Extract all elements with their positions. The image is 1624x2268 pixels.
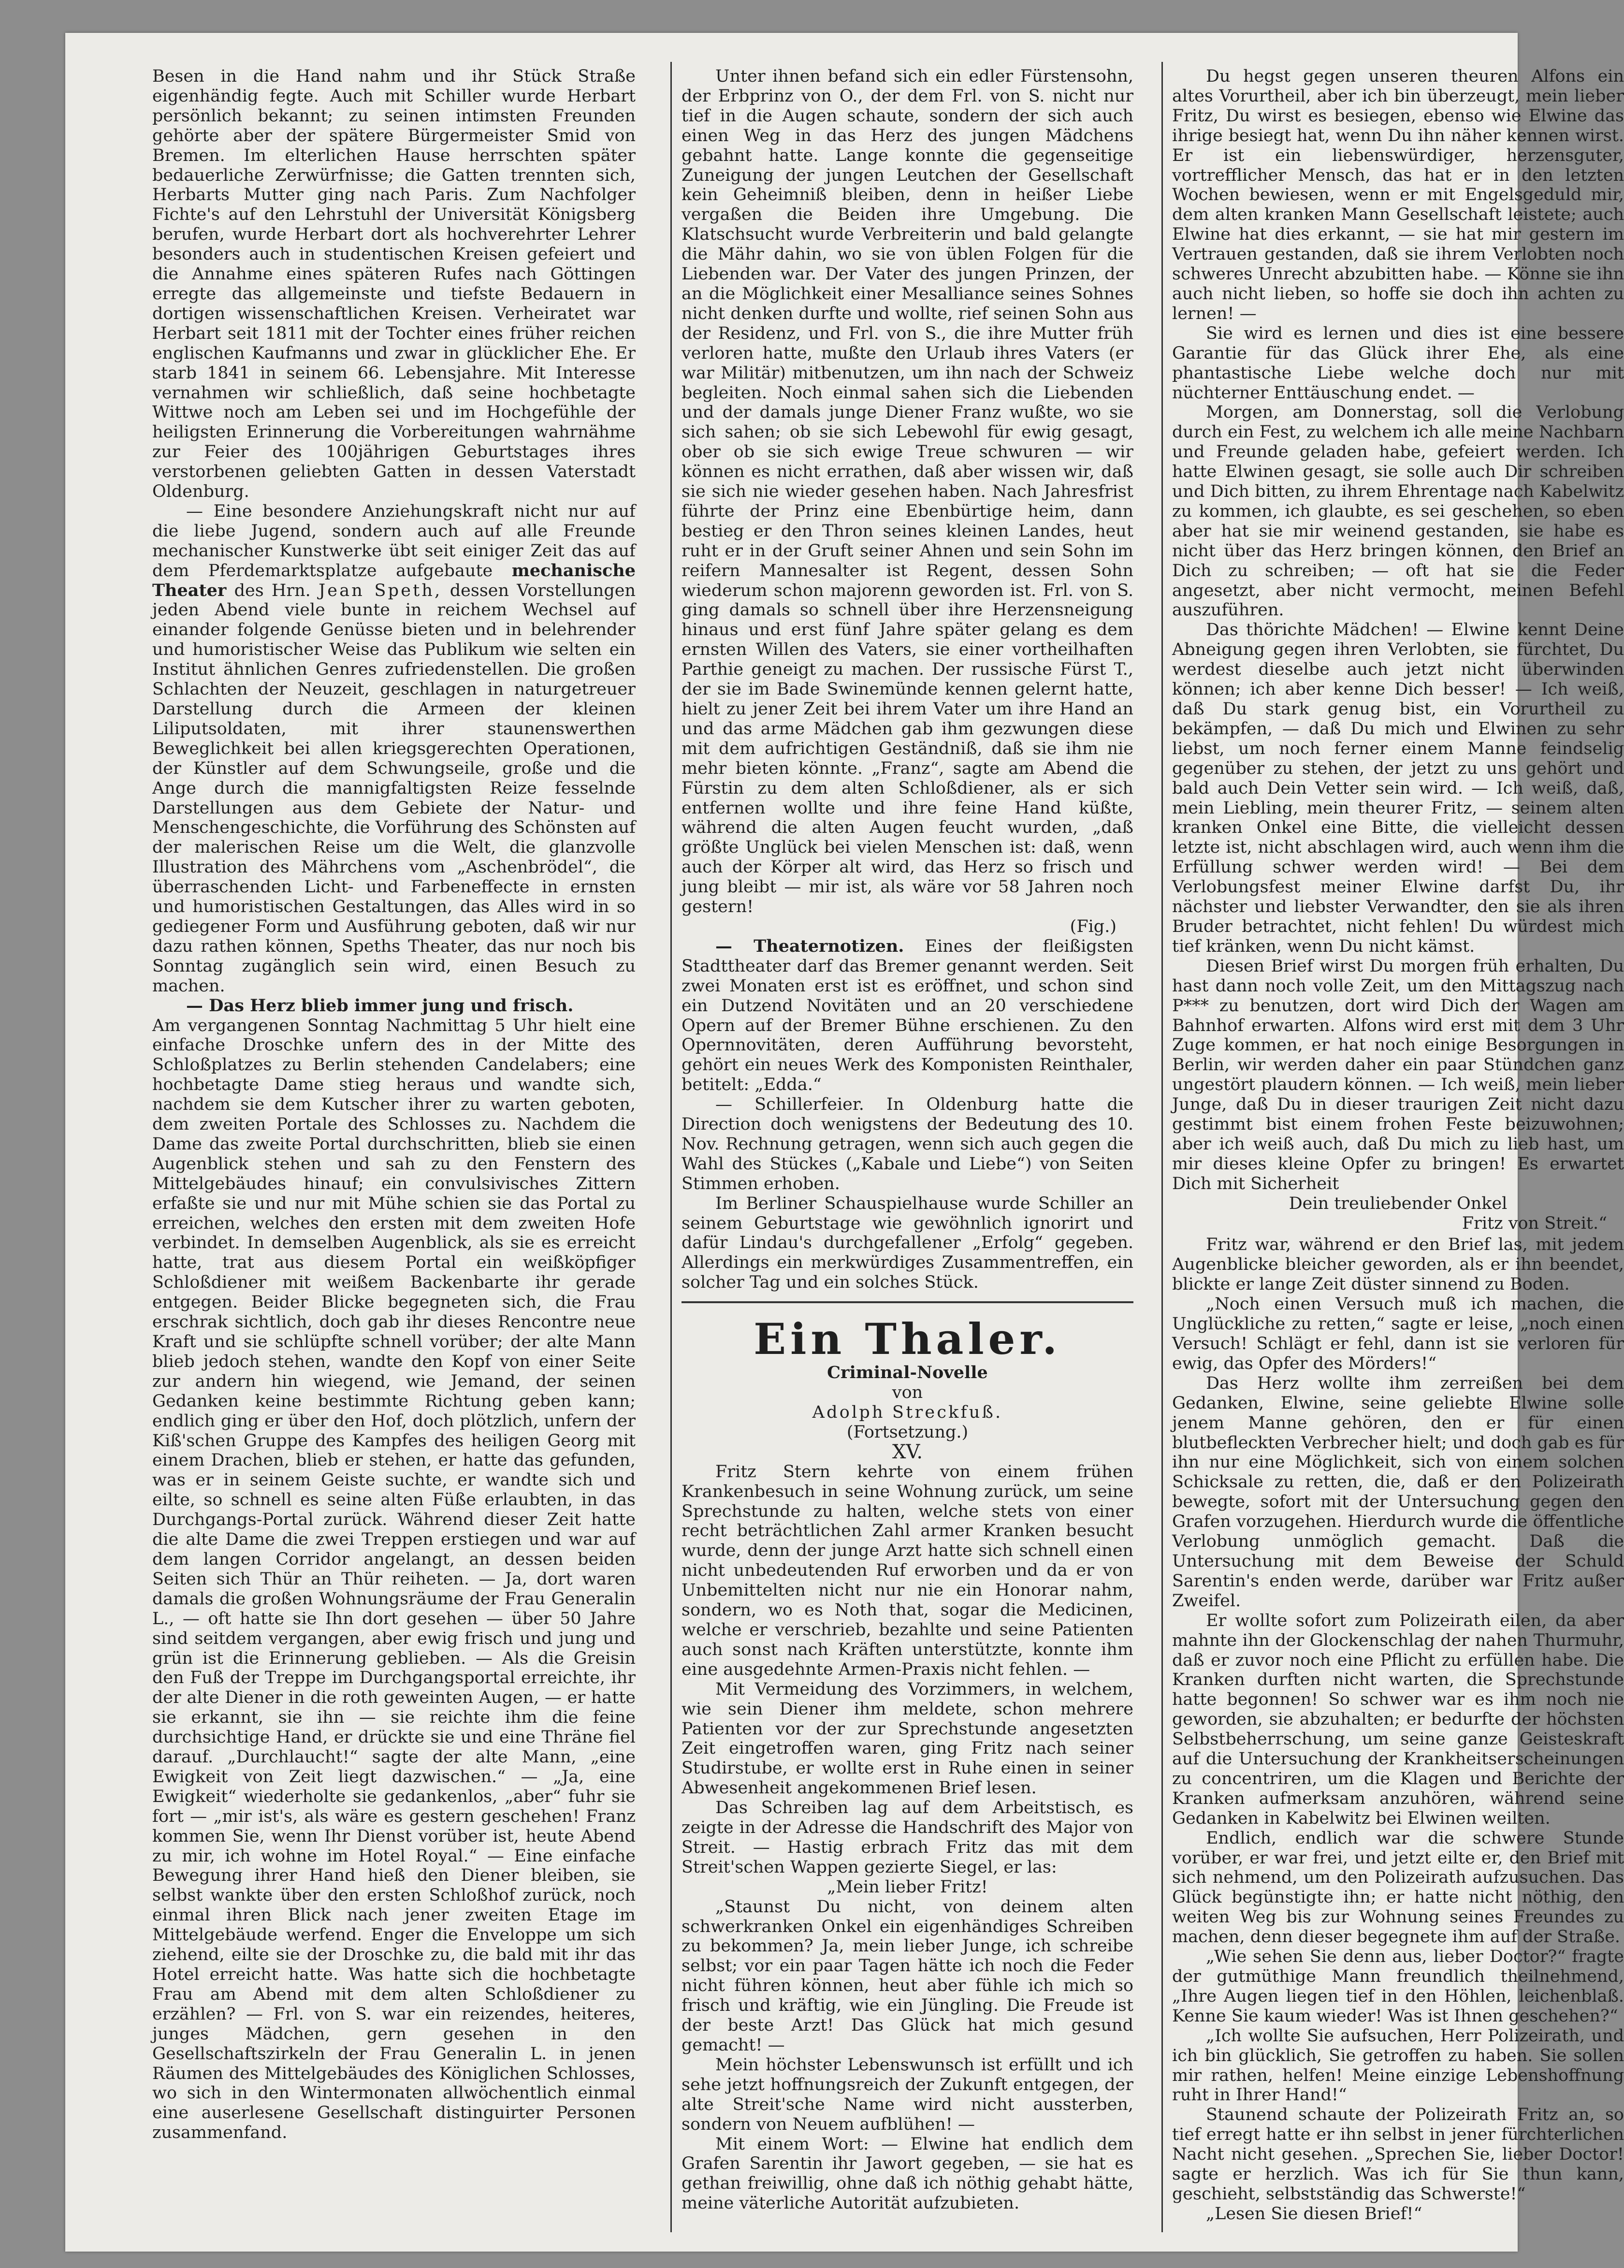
novel-paragraph: Staunend schaute der Polizeirath Fritz an, so tief erregt hatte er ihn selbst in jener fürchterlichen Nacht nicht gesehen. „Sprechen Sie, lieber Doctor! sagte er herzlich. Was ich für Sie thun kann, geschieht, selbstständig das Schwerste!“: [1172, 2105, 1624, 2204]
novel-paragraph: Er wollte sofort zum Polizeirath eilen, da aber mahnte ihn der Glockenschlag der nahen Thurmuhr, daß er zuvor noch eine Pflicht zu erfüllen habe. Die Kranken durften nicht warten, die Sprechstunde hatte begonnen! So schwer war es ihm noch nie geworden, sie abzuhalten; er bedurfte der höchsten Selbstbeherrschung, um seine ganze Geisteskraft auf die Untersuchung der Krankheitserscheinungen zu concentriren, um die Klagen und Berichte der Kranken aufmerksam anzuhören, während seine Gedanken in Kabelwitz bei Elwinen weilten.: [1172, 1611, 1624, 1828]
herz-heading: — Das Herz blieb immer jung und frisch.: [186, 995, 574, 1016]
letter-paragraph: Das thörichte Mädchen! — Elwine kennt Deine Abneigung gegen ihren Verlobten, sie fürchtet, Du werdest dieselbe auch jetzt nicht überwinden können; ich aber kenne Dich besser! — Ich weiß, daß Du stark genug bist, ein Vorurtheil zu bekämpfen, — daß Du mich und Elwinen zu sehr liebst, um noch ferner einem Manne feindselig gegenüber zu stehen, der jetzt zu uns gehört und bald auch Dein Vetter sein wird. — Ich weiß, daß, mein Liebling, mein theurer Fritz, — seinem alten kranken Onkel eine Bitte, die vielleicht dessen letzte ist, nicht abschlagen wird, auch wenn ihm die Erfüllung schwer werden wird! — Bei dem Verlobungsfest meiner Elwine darfst Du, ihr nächster und liebster Verwandter, den sie als ihren Bruder betrachtet, nicht fehlen! Du würdest mich tief kränken, wenn Du nicht kämst.: [1172, 620, 1624, 956]
novel-paragraph: Das Schreiben lag auf dem Arbeitstisch, es zeigte in der Adresse die Handschrift des Major von Streit. — Hastig erbrach Fritz das mit dem Streit'schen Wappen gezierte Siegel, er las:: [682, 1798, 1133, 1877]
novel-genre: Criminal-Novelle: [827, 1363, 988, 1383]
herbart-article: Besen in die Hand nahm und ihr Stück Straße eigenhändig fegte. Auch mit Schiller wurde Herbart persönlich bekannt; zu seinen intimsten Freunden gehörte aber der spätere Bürgermeister Smid von Bremen. Im elterlichen Hause herrschten später bedauerliche Zerwürfnisse; die Gatten trennten sich, Herbarts Mutter ging nach Paris. Zum Nachfolger Fichte's auf den Lehrstuhl der Universität Königsberg berufen, wurde Herbart dort als hochverehrter Lehrer besonders auch in studentischen Kreisen gefeiert und die Annahme eines späteren Rufes nach Göttingen erregte das allgemeinste und tiefste Bedauern in dortigen wissenschaftlichen Kreisen. Verheiratet war Herbart seit 1811 mit der Tochter eines früher reichen englischen Kaufmanns und zwar in glücklicher Ehe. Er starb 1841 in seinem 66. Lebensjahre. Mit Interesse vernahmen wir schließlich, daß seine hochbetagte Wittwe noch am Leben sei und im Hochgefühle der heiligsten Erinnerung die Vorbereitungen wahrnähme zur Feier des 100jährigen Geburtstages ihres verstorbenen geliebten Gatten in dessen Vaterstadt Oldenburg.: [152, 67, 636, 502]
novel-paragraph: Mit Vermeidung des Vorzimmers, in welchem, wie sein Diener ihm meldete, schon mehrere Patienten vor der zur Sprechstunde angesetzten Zeit eingetroffen waren, ging Fritz nach seiner Studirstube, er wollte erst in Ruhe einen in seiner Abwesenheit angekommenen Brief lesen.: [682, 1679, 1133, 1798]
letter-paragraph: „Staunst Du nicht, von deinem alten schwerkranken Onkel ein eigenhändiges Schreiben zu bekommen? Ja, mein lieber Junge, ich schreibe selbst; vor ein paar Tagen hätte ich noch die Feder nicht führen können, heut aber fühle ich mich so frisch und kräftig, wie ein Jüngling. Die Freude ist der beste Arzt! Das Glück hat mich gesund gemacht! —: [682, 1897, 1133, 2055]
novel-chapter: XV.: [892, 1440, 923, 1463]
novel-by: von: [892, 1383, 923, 1403]
novel-title: Ein Thaler.: [754, 1314, 1061, 1365]
schillerfeier-article: — Schillerfeier. In Oldenburg hatte die Direction doch wenigstens der Bedeutung des 10. Nov. Rechnung getragen, wenn sich auch gegen die Wahl des Stückes („Kabale und Liebe“) von Seiten Stimmen erhoben.: [682, 1095, 1133, 1193]
column-rule: [670, 62, 672, 2232]
column-rule: [1161, 62, 1163, 2232]
letter-paragraph: Mein höchster Lebenswunsch ist erfüllt und ich sehe jetzt hoffnungsreich der Zukunft entgegen, der alte Streit'sche Name wird nicht aussterben, sondern von Neuem aufblühen! —: [682, 2055, 1133, 2134]
letter-closing: Dein treuliebender Onkel: [1289, 1193, 1508, 1213]
letter-paragraph: Mit einem Wort: — Elwine hat endlich dem Grafen Sarentin ihr Jawort gegeben, — sie hat es gethan freiwillig, ohne daß ich nöthig gehabt hätte, meine väterliche Autorität aufzubieten.: [682, 2134, 1133, 2213]
theater-article: — Eine besondere Anziehungskraft nicht nur auf die liebe Jugend, sondern auch auf alle Freunde mechanischer Kunstwerke übt seit einiger Zeit das auf dem Pferdemarktsplatze aufgebaute mechanische Theater des Hrn. Jean Speth, dessen Vorstellungen jeden Abend viele bunte in reichem Wechsel auf einander folgende Genüsse bieten und in belehrender und humoristischer Weise das Publikum wie selten ein Institut ähnlichen Genres zufriedenstellen. Die großen Schlachten der Neuzeit, geschlagen in naturgetreuer Darstellung durch die Armeen der kleinen Liliputsoldaten, mit ihrer staunenswerthen Beweglichkeit bei allen kriegsgerechten Operationen, der Künstler auf dem Schwungseile, große und die Ange durch die mannigfaltigsten Reize fesselnde Darstellungen aus dem Gebiete der Natur- und Menschengeschichte, die Vorführung des Schönsten auf der malerischen Reise um die Welt, die glanzvolle Illustration des Mährchens vom „Aschenbrödel“, die überraschenden Licht- und Farbeneffecte in ernsten und humoristischen Gestaltungen, das Alles wird in so gediegener Form und Ausführung geboten, daß wir nur dazu rathen können, Speths Theater, das nur noch bis Sonntag zugänglich sein wird, einen Besuch zu machen.: [152, 501, 636, 996]
theaternotizen-heading: — Theaternotizen.: [715, 936, 904, 956]
novel-paragraph: „Lesen Sie diesen Brief!“: [1206, 2204, 1422, 2224]
column-right: [1172, 67, 1624, 2227]
novel-paragraph: „Noch einen Versuch muß ich machen, die Unglückliche zu retten,“ sagte er leise, „noch einen Versuch! Schlägt er fehl, dann ist sie verloren für ewig, das Opfer des Mörders!“: [1172, 1294, 1624, 1373]
letter-paragraph: Diesen Brief wirst Du morgen früh erhalten, Du hast dann noch volle Zeit, um den Mittagszug nach P*** zu benutzen, dort wird Dich der Wagen am Bahnhof erwarten. Alfons wird erst mit dem 3 Uhr Zuge kommen, er hat noch einige Besorgungen in Berlin, wir werden daher ein paar Stündchen ganz ungestört plaudern können. — Ich weiß, mein lieber Junge, daß Du in dieser traurigen Zeit nicht dazu gestimmt bist einem frohen Feste beizuwohnen; aber ich weiß auch, daß Du mich zu lieb hast, um mir dieses kleine Opfer zu bringen! Es erwartet Dich mit Sicherheit: [1172, 956, 1624, 1193]
column-left: [152, 67, 636, 2227]
letter-greeting: „Mein lieber Fritz!: [827, 1877, 988, 1897]
novel-paragraph: „Ich wollte Sie aufsuchen, Herr Polizeirath, und ich bin glücklich, Sie getroffen zu haben. Sie sollen mir rathen, helfen! Meine einzige Lebenshoffnung ruht in Ihrer Hand!“: [1172, 2026, 1624, 2105]
theaternotizen-article: — Theaternotizen. Eines der fleißigsten Stadttheater darf das Bremer genannt werden. Seit zwei Monaten erst ist es eröffnet, und schon sind ein Dutzend Novitäten und an 20 verschiedene Opern auf der Bremer Bühne erschienen. Zu den Opernnovitäten, deren Aufführung bevorsteht, gehört ein neues Werk des Komponisten Reinthaler, betitelt: „Edda.“: [682, 936, 1133, 1095]
novel-continuation: (Fortsetzung.): [846, 1422, 969, 1442]
column-middle: [682, 67, 1133, 2227]
article-signature: (Fig.): [1070, 916, 1116, 936]
novel-paragraph: Das Herz wollte ihm zerreißen bei dem Gedanken, Elwine, seine geliebte Elwine solle jenem Manne gehören, den er für einen blutbefleckten Verbrecher hielt; und doch gab es für ihn nur eine Möglichkeit, sich von einem solchen Schicksale zu retten, die, daß er den Polizeirath bewegte, sofort mit der Untersuchung gegen den Grafen vorzugehen. Hierdurch wurde die öffentliche Verlobung unmöglich gemacht. Daß die Untersuchung mit dem Beweise der Schuld Sarentin's enden werde, darüber war Fritz außer Zweifel.: [1172, 1373, 1624, 1611]
letter-signature: Fritz von Streit.“: [1462, 1213, 1607, 1233]
newspaper-page: [65, 33, 1624, 2252]
novel-paragraph: Endlich, endlich war die schwere Stunde vorüber, er war frei, und jetzt eilte er, den Brief mit sich nehmend, um den Polizeirath aufzusuchen. Das Glück begünstigte ihn; er hatte nicht nöthig, den weiten Weg bis zur Wohnung seines Freundes zu machen, denn dieser begegnete ihm auf der Straße.: [1172, 1828, 1624, 1947]
letter-paragraph: Sie wird es lernen und dies ist eine bessere Garantie für das Glück ihrer Ehe, als eine phantastische Liebe welche doch nur mit nüchterner Enttäuschung endet. —: [1172, 323, 1624, 403]
schiller-berlin-article: Im Berliner Schauspielhause wurde Schiller an seinem Geburtstage wie gewöhnlich ignorirt und dafür Lindau's durchgefallener „Erfolg“ gegeben. Allerdings ein merkwürdiges Zusammentreffen, ein solcher Tag und ein solches Stück.: [682, 1193, 1133, 1293]
letter-paragraph: Morgen, am Donnerstag, soll die Verlobung durch ein Fest, zu welchem ich alle meine Nachbarn und Freunde geladen habe, gefeiert werden. Ich hatte Elwinen gesagt, sie solle auch Dir schreiben und Dich bitten, zu ihrem Ehrentage nach Kabelwitz zu kommen, ich glaubte, es sei geschehen, so eben aber hat sie mir weinend gestanden, sie habe es nicht über das Herz bringen können, den Brief an Dich zu schreiben; — oft hat sie die Feder angesetzt, aber nicht vermocht, meinen Befehl auszuführen.: [1172, 403, 1624, 620]
herz-article-continued: Unter ihnen befand sich ein edler Fürstensohn, der Erbprinz von O., der dem Frl. von S. nicht nur tief in die Augen schaute, sondern der sich auch einen Weg in das Herz des jungen Mädchens gebahnt hatte. Lange konnte die gegenseitige Zuneigung der jungen Leutchen der Gesellschaft kein Geheimniß bleiben, denn in heißer Liebe vergaßen die Beiden ihre Umgebung. Die Klatschsucht wurde Verbreiterin und bald gelangte die Mähr dahin, wo sie von üblen Folgen für die Liebenden war. Der Vater des jungen Prinzen, der an die Möglichkeit einer Mesalliance seines Sohnes nicht denken durfte und wollte, rief seinen Sohn aus der Residenz, und Frl. von S., die ihre Mutter früh verloren hatte, mußte den Urlaub ihres Vaters (er war Militär) mitbenutzen, um ihn nach der Schweiz begleiten. Noch einmal sahen sich die Liebenden und der damals junge Diener Franz wußte, wo sie sich sahen; ob sie sich Lebewohl für ewig gesagt, ober ob sie sich ewige Treue schwuren — wir können es nicht errathen, daß aber wissen wir, daß sie sich nie wieder gesehen haben. Nach Jahresfrist führte der Prinz eine Ebenbürtige heim, dann bestieg er den Thron seines kleinen Landes, heut ruht er in der Gruft seiner Ahnen und sein Sohn im reifern Mannesalter ist Regent, dessen Sohn wiederum schon majorenn geworden ist. Frl. von S. ging damals so schnell über ihre Herzensneigung hinaus und erst fünf Jahre später gelang es dem ernsten Willen des Vaters, sie einer vortheilhaften Parthie geneigt zu machen. Der russische Fürst T., der sie im Bade Swinemünde kennen gelernt hatte, hielt zu jener Zeit bei ihrem Vater um ihre Hand an und das arme Mädchen gab ihm gezwungen diese mit dem aufrichtigen Geständniß, daß sie ihm nie mehr bieten könnte. „Franz“, sagte am Abend die Fürstin zu dem alten Schloßdiener, als er sich entfernen wollte und ihre feine Hand küßte, während die alten Augen feucht wurden, „daß größte Unglück bei vielen Menschen ist: daß, wenn auch der Körper alt wird, das Herz so frisch und jung bleibt — mir ist, als wäre vor 58 Jahren noch gestern!: [682, 67, 1133, 917]
novel-paragraph: Fritz war, während er den Brief las, mit jedem Augenblicke bleicher geworden, als er ihn beendet, blickte er lange Zeit düster sinnend zu Boden.: [1172, 1235, 1624, 1294]
herz-article: Am vergangenen Sonntag Nachmittag 5 Uhr hielt eine einfache Droschke unfern des in der Mitte des Schloßplatzes zu Berlin stehenden Candelabers; eine hochbetagte Dame stieg heraus und wandte sich, nachdem sie dem Kutscher ihrer zu warten geboten, dem zweiten Portale des Schlosses zu. Nachdem die Dame das zweite Portal durchschritten, blieb sie einen Augenblick stehen und sah zu den Fenstern des Mittelgebäudes hinauf; ein convulsivisches Zittern erfaßte sie und nur mit Mühe schien sie das Portal zu erreichen, welches den ersten mit dem zweiten Hofe verbindet. In demselben Augenblick, als sie es erreicht hatte, trat aus diesem Portal ein weißköpfiger Schloßdiener mit weißem Backenbarte ihr gerade entgegen. Beider Blicke begegneten sich, die Frau erschrak sichtlich, doch gab ihr dieses Rencontre neue Kraft und sie schlüpfte schnell vorüber; der alte Mann blieb jedoch stehen, wandte den Kopf von einer Seite zur andern hin wiegend, wie Jemand, der seinen Gedanken keine bestimmte Richtung geben kann; endlich ging er über den Hof, doch plötzlich, unfern der Kiß'schen Gruppe des Kampfes des heiligen Georg mit einem Drachen, blieb er stehen, er hatte das gefunden, was er in seinem Geiste suchte, er wandte sich und eilte, so schnell es seine alten Füße erlaubten, in das Durchgangs-Portal zurück. Während dieser Zeit hatte die alte Dame die zwei Treppen erstiegen und war auf dem langen Corridor angelangt, an dessen beiden Seiten sich Thür an Thür reiheten. — Ja, dort waren damals die großen Wohnungsräume der Frau Generalin L., — oft hatte sie Ihn dort gesehen — über 50 Jahre sind seitdem vergangen, aber ewig frisch und jung und grün ist die Erinnerung geblieben. — Als die Greisin den Fuß der Treppe im Durchgangsportal erreichte, ihr der alte Diener in die roth geweinten Augen, — er hatte sie erkannt, sie ihn — sie reichte ihm die feine durchsichtige Hand, er drückte sie und eine Thräne fiel darauf. „Durchlaucht!“ sagte der alte Mann, „eine Ewigkeit von Zeit liegt dazwischen.“ — „Ja, eine Ewigkeit“ wiederholte sie gedankenlos, „aber“ fuhr sie fort — „mir ist's, als wäre es gestern geschehen! Franz kommen Sie, wenn Ihr Dienst vorüber ist, heute Abend zu mir, ich wohne im Hotel Royal.“ — Eine einfache Bewegung ihrer Hand hieß den Diener bleiben, sie selbst wankte über den ersten Schloßhof zurück, noch einmal ihren Blick nach jener zweiten Etage im Mittelgebäude werfend. Enger die Enveloppe um sich ziehend, eilte sie der Droschke zu, die bald mit ihr das Hotel erreicht hatte. Was hatte sich die hochbetagte Frau am Abend mit dem alten Schloßdiener zu erzählen? — Frl. von S. war ein reizendes, heiteres, junges Mädchen, gern gesehen in den Gesellschaftszirkeln der Frau Generalin L. in jenen Räumen des Mittelgebäudes des Königlichen Schlosses, wo sich in den Wintermonaten allwöchentlich einmal eine auserlesene Gesellschaft distinguirter Personen zusammenfand.: [152, 1016, 636, 2143]
theater-heading: mechanische Theater: [152, 560, 636, 600]
novel-author: Adolph Streckfuß.: [812, 1403, 1003, 1422]
novel-paragraph: Fritz Stern kehrte von einem frühen Krankenbesuch in seine Wohnung zurück, um seine Sprechstunde zu halten, welche stets von einer recht beträchtlichen Zahl armer Kranken besucht wurde, denn der junge Arzt hatte sich schnell einen nicht unbedeutenden Ruf erworben und da er von Unbemittelten nicht nur nie ein Honorar nahm, sondern, wo es Noth that, sogar die Medicinen, welche er verschrieb, bezahlte und seine Patienten auch sonst nach Kräften unterstützte, konnte ihm eine ausgedehnte Armen-Praxis nicht fehlen. —: [682, 1462, 1133, 1679]
section-divider: [682, 1301, 1133, 1303]
novel-paragraph: „Wie sehen Sie denn aus, lieber Doctor?“ fragte der gutmüthige Mann freundlich theilnehmend, „Ihre Augen liegen tief in den Höhlen, leichenblaß. Kenne Sie kaum wieder! Was ist Ihnen geschehen?“: [1172, 1947, 1624, 2026]
letter-paragraph: Du hegst gegen unseren theuren Alfons ein altes Vorurtheil, aber ich bin überzeugt, mein lieber Fritz, Du wirst es besiegen, ebenso wie Elwine das ihrige besiegt hat, wenn Du ihn näher kennen wirst. Er ist ein liebenswürdiger, herzensguter, vortrefflicher Mensch, das hat er in den letzten Wochen bewiesen, wenn er mit Engelsgeduld mir, dem alten kranken Mann Gesellschaft leistete; auch Elwine hat dies erkannt, — sie hat mir gestern im Vertrauen gestanden, daß sie ihrem Verlobten noch schweres Unrecht abzubitten habe. — Könne sie ihn auch nicht lieben, so hoffe sie doch ihn achten zu lernen! —: [1172, 67, 1624, 323]
